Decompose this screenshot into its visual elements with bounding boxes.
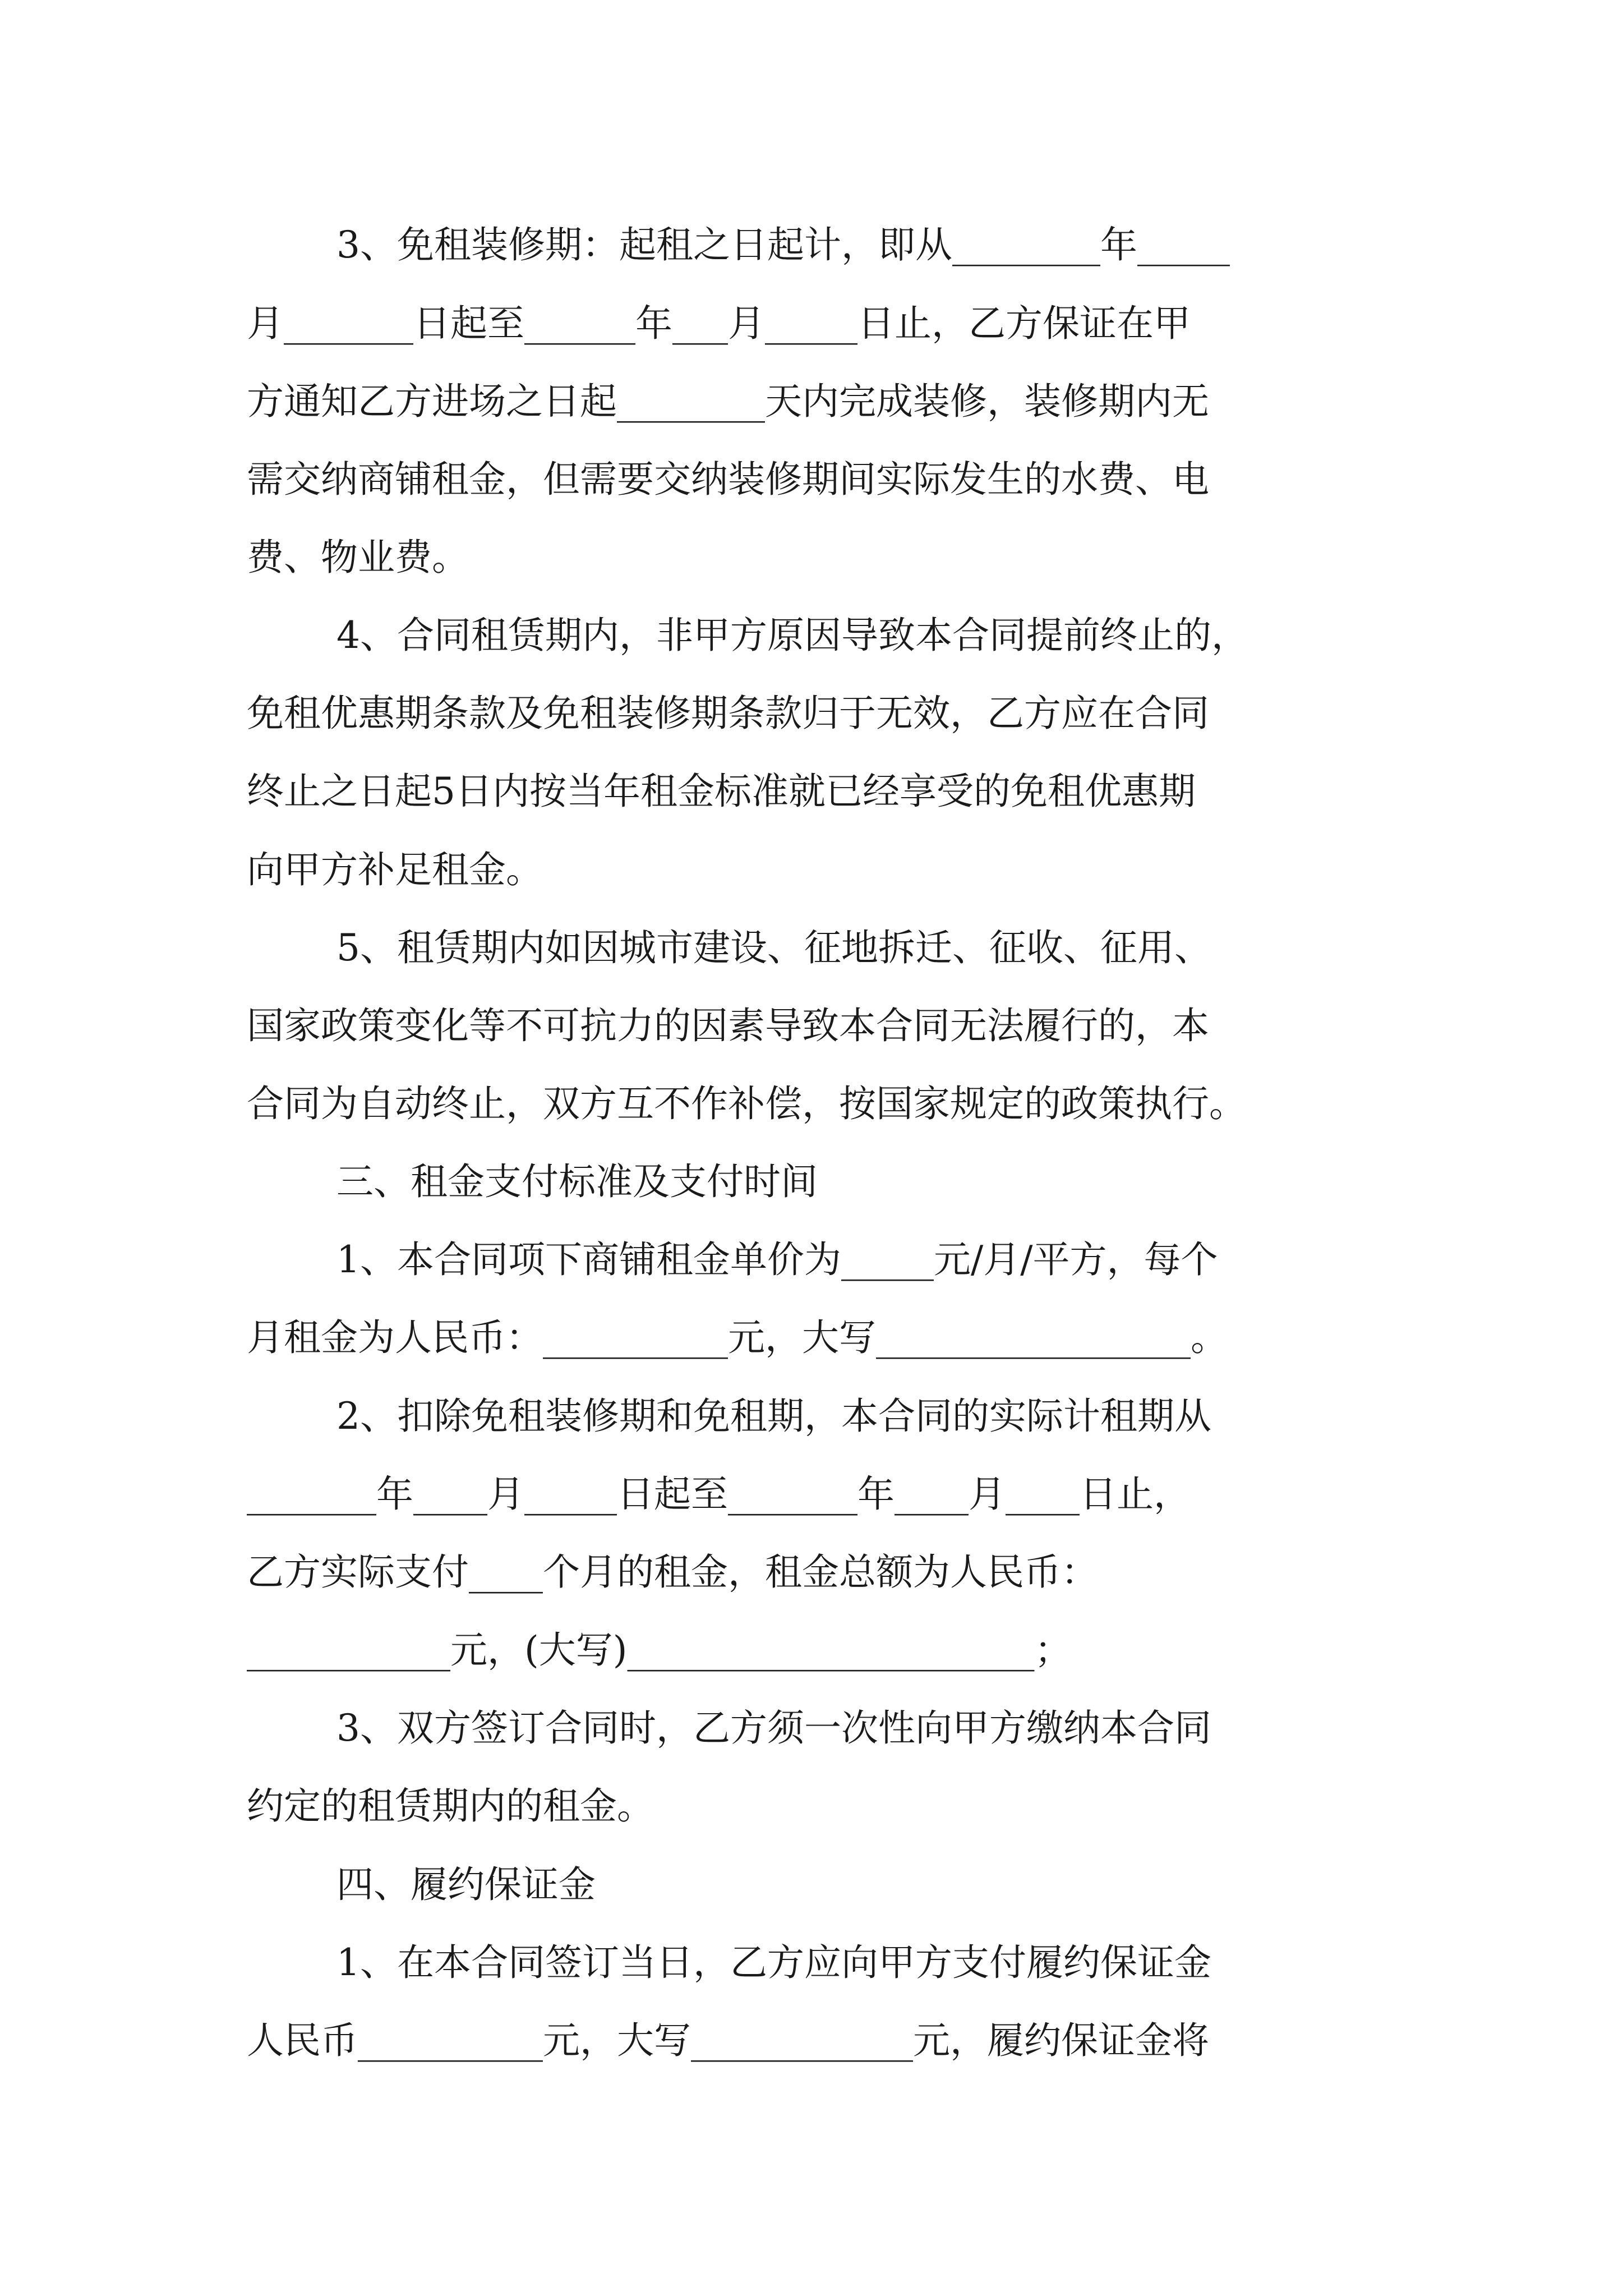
rent-paragraph-1-line-2: 月租金为人民币：__________元，大写_________________。: [247, 1316, 1228, 1359]
paragraph-3-line-1: 3、免租装修期：起租之日起计，即从________年_____: [336, 223, 1230, 266]
paragraph-3-line-4: 需交纳商铺租金，但需要交纳装修期间实际发生的水费、电: [247, 458, 1209, 501]
rent-paragraph-2-line-2: _______年____月_____日起至_______年____月____日止，: [247, 1473, 1191, 1516]
paragraph-4-line-2: 免租优惠期条款及免租装修期条款归于无效，乙方应在合同: [247, 692, 1209, 735]
rent-paragraph-2-line-4: ___________元，(大写)______________________；: [247, 1628, 1072, 1672]
deposit-paragraph-1-line-2: 人民币__________元，大写____________元，履约保证金将: [247, 2019, 1209, 2062]
paragraph-3-line-3: 方通知乙方进场之日起________天内完成装修，装修期内无: [247, 380, 1209, 423]
paragraph-5-line-3: 合同为自动终止，双方互不作补偿，按国家规定的政策执行。: [247, 1082, 1246, 1125]
deposit-paragraph-1-line-1: 1、在本合同签订当日，乙方应向甲方支付履约保证金: [336, 1941, 1211, 1984]
paragraph-3-line-5: 费、物业费。: [247, 536, 469, 579]
rent-paragraph-3-line-1: 3、双方签订合同时，乙方须一次性向甲方缴纳本合同: [336, 1706, 1211, 1750]
section-heading-3: 三、租金支付标准及支付时间: [336, 1160, 818, 1203]
paragraph-4-line-4: 向甲方补足租金。: [247, 848, 543, 891]
paragraph-5-line-2: 国家政策变化等不可抗力的因素导致本合同无法履行的，本: [247, 1004, 1209, 1047]
paragraph-4-line-1: 4、合同租赁期内，非甲方原因导致本合同提前终止的，: [336, 614, 1248, 657]
rent-paragraph-3-line-2: 约定的租赁期内的租金。: [247, 1784, 654, 1828]
section-heading-4: 四、履约保证金: [336, 1863, 596, 1906]
rent-paragraph-2-line-1: 2、扣除免租装修期和免租期，本合同的实际计租期从: [336, 1395, 1211, 1438]
rent-paragraph-2-line-3: 乙方实际支付____个月的租金，租金总额为人民币：: [247, 1550, 1098, 1594]
paragraph-5-line-1: 5、租赁期内如因城市建设、征地拆迁、征收、征用、: [336, 926, 1211, 969]
paragraph-3-line-2: 月_______日起至______年___月_____日止，乙方保证在甲: [247, 302, 1191, 345]
paragraph-4-line-3: 终止之日起5日内按当年租金标准就已经享受的免租优惠期: [247, 770, 1196, 813]
rent-paragraph-1-line-1: 1、本合同项下商铺租金单价为_____元/月/平方，每个: [336, 1238, 1218, 1281]
